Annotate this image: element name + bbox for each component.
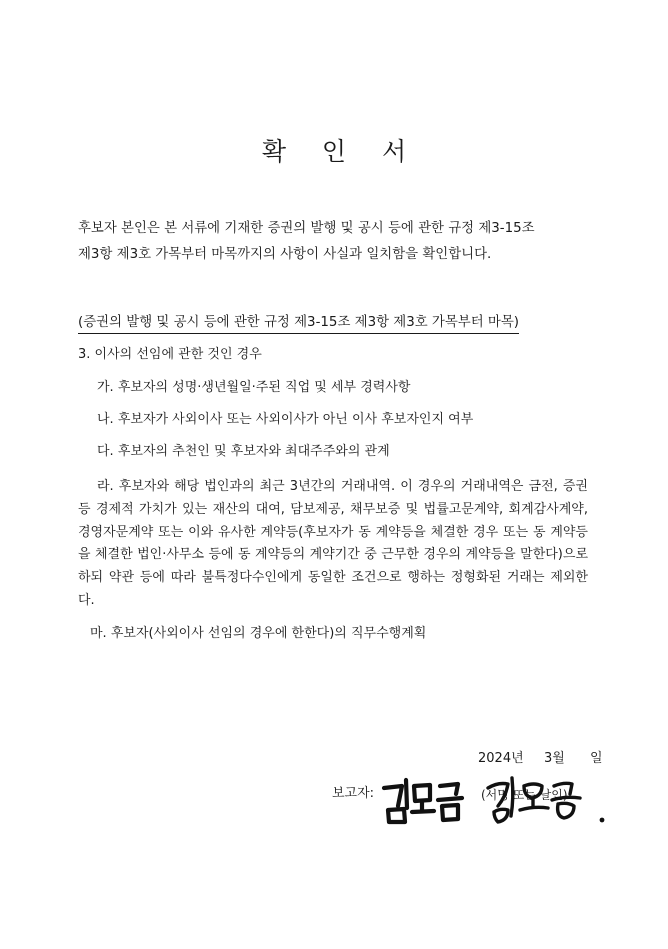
item-ra: 라. 후보자와 해당 법인과의 최근 3년간의 거래내역. 이 경우의 거래내역은 금전, 증권 등 경제적 가치가 있는 재산의 대여, 담보제공, 채무보증 및 법률고문계약, 회계감사계약, 경영자문계약 또는 이와 유사한 계약등(후보자가 동 계약등을 체결한 경우 또는 동 계약등을 체결한 법인·사무소 등에 동 계약등의 계약기간 중 근무한 경우의 계약등을 말한다)으로 하되 약관 등에 따라 불특정다수인에게 동일한 조건으로 행하는 정형화된 거래는 제외한다. [78,479,588,608]
report-date [478,749,610,769]
date-month: 3월 [544,751,565,766]
item-da: 다. 후보자의 추천인 및 후보자와 최대주주와의 관계 [97,444,390,459]
date-year: 2024년 [478,751,524,766]
section-heading: 3. 이사의 선임에 관한 것인 경우 [78,347,262,362]
reporter-label: 보고자: [332,786,375,801]
intro-statement [78,216,588,268]
regulation-scope: (증권의 발행 및 공시 등에 관한 규정 제3-15조 제3항 제3호 가목부터 마목) [78,313,519,334]
document-title: 확 인 서 [261,137,421,166]
handwritten-name [378,774,468,826]
item-na: 나. 후보자가 사외이사 또는 사외이사가 아닌 이사 후보자인지 여부 [97,412,474,427]
signature [484,772,610,830]
date-day: 일 [590,751,603,766]
item-ma: 마. 후보자(사외이사 선임의 경우에 한한다)의 직무수행계획 [90,626,427,641]
item-ga: 가. 후보자의 성명·생년월일·주된 직업 및 세부 경력사항 [97,380,411,395]
sign-note: (서명 또는 날인) [481,788,568,802]
intro-line-2: 제3항 제3호 가목부터 마목까지의 사항이 사실과 일치함을 확인합니다. [78,247,492,262]
intro-line-1: 후보자 본인은 본 서류에 기재한 증권의 발행 및 공시 등에 관한 규정 제3-15조 [78,221,535,236]
